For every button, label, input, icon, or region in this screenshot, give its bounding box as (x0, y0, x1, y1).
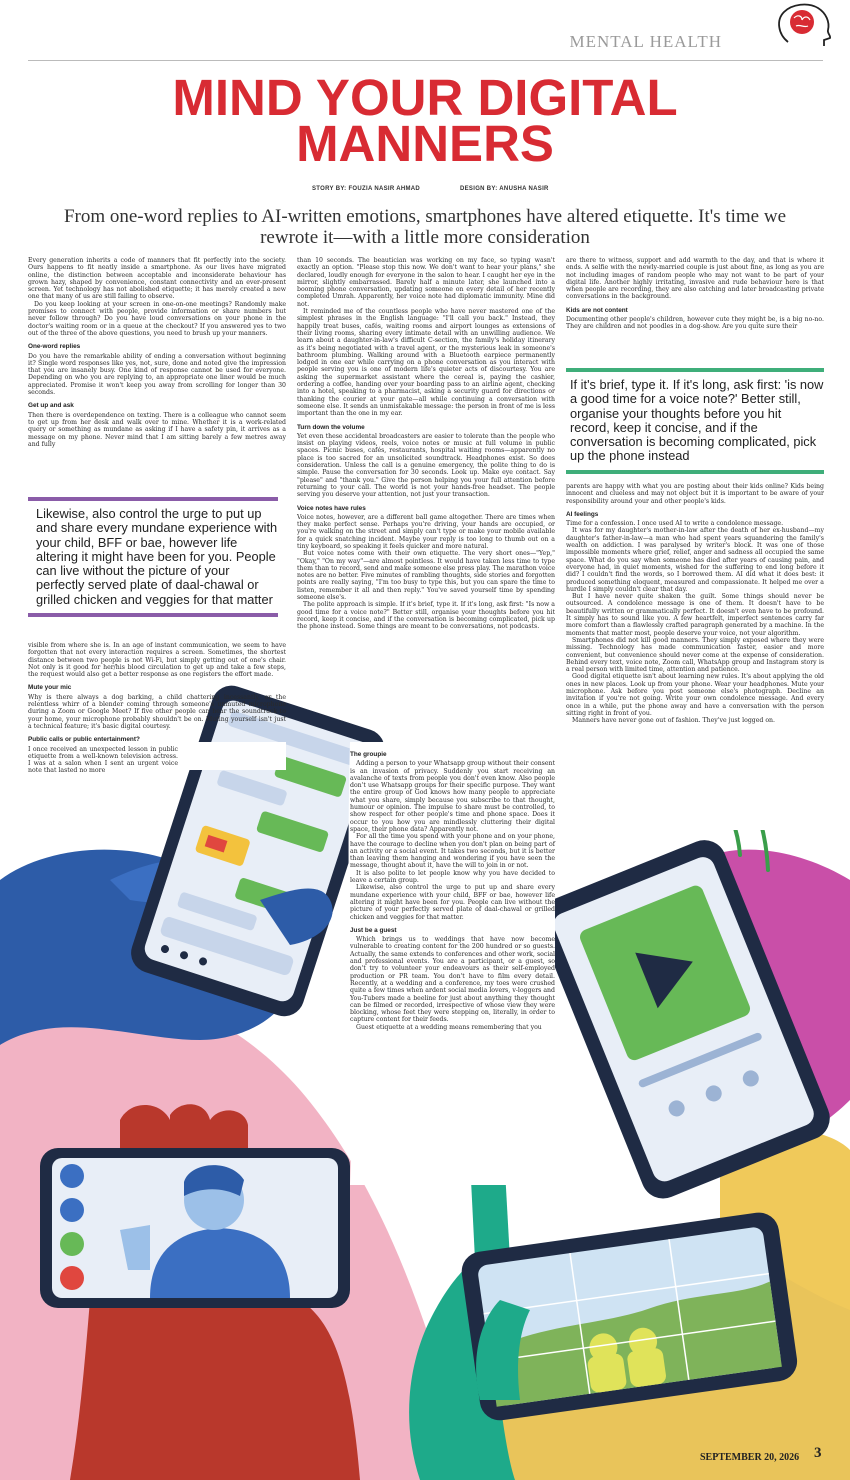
pull-quote-bottom-rule (28, 613, 278, 617)
paragraph: Yet even these accidental broadcasters are easier to tolerate than the people who insist on playing videos, reels, voice notes or music at full volume in public spaces. Picnic buses, cafés, restaurants, hospital waiting rooms—apparently no place is too sacred for an unsolicited soundtrack. Headphones exist. So does consideration. Unless the call is a genuine emergency, the polite thing to do is simple. Pause the conversation for 30 seconds. Look up. Make eye contact. Say "please" and "thank you." Give the person helping you your full attention before returning to your call. The world is not your hands-free headset. The people serving you deserve your attention, not just your transaction. (297, 432, 555, 499)
subhead-get-up-and-ask: Get up and ask (28, 402, 74, 410)
subhead-turn-down-the-volume: Turn down the volume (297, 423, 365, 431)
paragraph: Which brings us to weddings that have now become vulnerable to creating content for the 200 hundred or so guests. Actually, the same extends to conferences and other work, social and professional events. You are a participant, or a guest, so don't try to volunteer your endeavours as their self-employed production or PR team. You don't have to film every detail. Recently, at a wedding and a conference, my toes were crushed quite a few times when ardent social media lovers, v-loggers and You-Tubers made a beeline for just about anything they thought can be filmed or recorded, irrespective of whose view they were blocking, whose feet they were stepping on, literally, in order to capture content for their feeds. (350, 936, 555, 1024)
subhead-one-word-replies: One-word replies (28, 343, 81, 351)
paragraph: Smartphones did not kill good manners. They simply exposed where they were missing. Technology has made communication faster, easier and more convenient, but convenience should never come at the expense of consideration. Behind every text, voice note, Zoom call, WhatsApp group and Instagram story is a real person with limited time, attention and patience. (566, 636, 824, 674)
design-by: DESIGN BY: ANUSHA NASIR (460, 186, 549, 192)
standfirst: From one-word replies to AI-written emotions, smartphones have altered etiquette. It's time we rewrote it—with a little more consideration (63, 206, 787, 248)
paragraph: visible from where she is. In an age of instant communication, we seem to have forgotten that not every interaction requires a screen. Sometimes, the shortest distance between two people is not Wi-Fi, but simply getting out of one's chair. Not only is it good for her/his blood circulation to get up and take a few steps, the request would also get a better response as one registers the effort made. (28, 642, 286, 679)
pull-quote-purple (28, 497, 278, 617)
paragraph: Documenting other people's children, however cute they might be, is a big no-no. They are children and not poodles in a dog-show. Are you quite sure their (566, 316, 824, 331)
subhead-voice-notes: Voice notes have rules (297, 504, 366, 512)
subhead-kids-are-not-content: Kids are not content (566, 306, 628, 314)
subhead-public-calls: Public calls or public entertainment? (28, 736, 140, 744)
column-3-continued (566, 483, 824, 725)
paragraph: than 10 seconds. The beautician was working on my face, so typing wasn't exactly an option. "Please stop this now. We don't want to hear your plans," she declared, loudly enough for everyone in the salon to hear. I caught her eye in the mirror, slightly embarrassed. Barely half a minute later, she launched into a booming phone conversation, updating someone on every detail of her recently completed Umrah. Apparently, her voice note had diplomatic immunity. Mine did not. (297, 257, 555, 308)
subhead-mute-your-mic: Mute your mic (28, 684, 72, 692)
header-rule (28, 60, 823, 61)
column-1 (28, 257, 286, 448)
section-label: MENTAL HEALTH (569, 32, 722, 51)
brain-head-icon (768, 2, 838, 46)
paragraph: I once received an unexpected lesson in public etiquette from a well-known television actress. I was at a salon when I sent an urgent voice note that lasted no more (28, 745, 178, 775)
paragraph: Voice notes, however, are a different ball game altogether. There are times when they make perfect sense. Perhaps you're driving, your hands are occupied, or you're walking on the street and simply can't type or make your mobile available for a quick snatching incident. Maybe your reply is too long to thumb out on a tiny keyboard, so speaking it feels quicker and more natural. (297, 513, 555, 550)
pull-quote-green (566, 368, 824, 474)
page-number: 3 (814, 1445, 822, 1461)
paragraph: Likewise, also control the urge to put up and share every mundane experience with your child, BFF or bae, however life altering it might have been for you. People can live without the picture of your perfectly served plate of daal-chawal or grilled chicken and veggies for that matter. (350, 884, 555, 921)
story-by: STORY BY: FOUZIA NASIR AHMAD (312, 186, 421, 192)
paragraph: Time for a confession. I once used AI to write a condolence message. (566, 520, 784, 528)
subhead-the-groupie: The groupie (350, 751, 387, 758)
paragraph: Good digital etiquette isn't about learning new rules. It's about applying the old ones in new places. Look up from your phone. Wear your headphones. Mute your microphone. Ask before you post someone else's photograph. Decline an invitation if you're not going. Write your own condolence message. And every once in a while, put the phone away and have a conversation with the person sitting right in front of you. (566, 673, 824, 717)
subhead-ai-feelings: AI feelings (566, 510, 599, 518)
column-2 (297, 257, 555, 631)
paragraph: The polite approach is simple. If it's brief, type it. If it's long, ask first: "Is now a good time for a voice note?" Better still, organise your thoughts before you hit record, keep it concise, and if the conversation is becoming complicated, pick up the phone instead. Some things are meant to be conversations, not podcasts. (297, 601, 555, 631)
paragraph: It reminded me of the countless people who have never mastered one of the simplest phrases in the English language: "I'll call you back." Instead, they happily treat buses, cafés, waiting rooms and airport lounges as extensions of their living rooms, sharing every intimate detail with an unwilling audience. We learn about a daughter-in-law's difficult C-section, the family's holiday itinerary as it's being negotiated with a travel agent, or the mysterious leak in someone's bathroom plumbing. Walking around with a Bluetooth earpiece permanently lodged in one ear while carrying on a phone conversation as you interact with people serving you is one of modern life's quieter acts of discourtesy. You are asking the supermarket assistant where the cereal is, paying the cashier, ordering a coffee, handing over your boarding pass to an airline agent, checking into a hotel, speaking to a pharmacist, asking a security guard for directions or thanking the courier at your gate—all while continuing a conversation with someone else. It sends an unmistakable message: the person in front of me is less important than the one in my ear. (297, 308, 555, 418)
paragraph: It is also polite to let people know why you have decided to leave a certain group. (350, 869, 555, 885)
pull-quote-text: Likewise, also control the urge to put up and share every mundane experience with your child, BFF or bae, however life altering it might have been for you. People can live without the picture of your perfectly served plate of daal-chawal or grilled chicken and veggies for that matter (36, 506, 278, 607)
paragraph: Every generation inherits a code of manners that fit perfectly into the society. Ours happens to fit neatly inside a smartphone. As our lives have migrated online, the distinction between acceptable and inconsiderate behaviour has grown hazy, shaped by convenience, constant connectivity and an ever-present screen. Yet technology has not abolished etiquette; it has merely created a new one that many of us are still failing to observe. (28, 257, 286, 301)
paragraph: Why is there always a dog barking, a child chattering incessantly, or the relentless whirr of a blender coming through someone's unmuted microphone during a Zoom or Google Meet? If five other people can hear the soundtrack to your home, your microphone probably shouldn't be on. Muting yourself isn't just a technical feature; it's basic digital courtesy. (28, 693, 286, 730)
paragraph: Manners have never gone out of fashion. They've just logged on. (572, 717, 776, 725)
issue-date: SEPTEMBER 20, 2026 (700, 1452, 800, 1463)
paragraph: But I have never quite shaken the guilt. Some things should never be outsourced. A condolence message is one of them. It doesn't have to be beautifully written or grammatically perfect. It doesn't even have to be profound. It simply has to sound like you. A few heartfelt, imperfect sentences carry far more comfort than a flawlessly crafted paragraph generated by a machine. In the moments that matter most, people deserve your voice, not your algorithm. (566, 593, 824, 637)
paragraph: are there to witness, support and add warmth to the day, and that is where it ends. A selfie with the newly-married couple is just about fine, as long as you are not including images of random people who may not want to be part of your digital life. Another highly irritating, invasive and rude behaviour here is that when people are recording, they are also catching and later broadcasting private conversations in the background. (566, 257, 824, 301)
paragraph: It was for my daughter's mother-in-law after the death of her ex-husband—my daughter's father-in-law—a man who had spent years squandering the family's wealth on addiction. I was paralysed by writer's block. It was one of those impossible moments where grief, relief, anger and sadness all occupied the same space. What do you say when someone has died after years of causing pain, and everyone had, in quiet moments, wished for the suffering to end long before it did? I couldn't find the words, so I borrowed them. AI did what it does best: it produced something eloquent, measured and compassionate. It helped me over a hurdle I simply couldn't clear that day. (566, 527, 824, 593)
headline-line-2: MANNERS (296, 115, 554, 172)
paragraph: For all the time you spend with your phone and on your phone, have the courage to decline when you don't plan on being part of an activity or a social event. It takes two seconds, but it is better than leaving them hanging and wondering if you have seen the message, thought about it, have the will to join in or not. (350, 833, 555, 870)
paragraph: Guest etiquette at a wedding means remembering that you (356, 1023, 542, 1031)
column-3 (566, 257, 824, 331)
headline-line-1: MIND YOUR DIGITAL (172, 69, 678, 126)
paragraph: Do you keep looking at your screen in one-on-one meetings? Randomly make promises to connect with people, provide information or share numbers but never follow through? Do you have loud conversations on your phone in the doctor's waiting room or in a queue at the checkout? If you answered yes to two out of the three of the above questions, you need to brush up your manners. (28, 300, 286, 337)
headline (0, 69, 850, 172)
paragraph: Do you have the remarkable ability of ending a conversation without beginning it? Single word responses like yes, not, sure, done and noted give the impression that you are insanely busy. One kind of response cannot be used for everyone. Depending on who you are replying to, an appropriate one liner would be much appreciated. Promise it won't keep you away from scrolling for longer than 30 seconds. (28, 352, 286, 397)
paragraph: Adding a person to your Whatsapp group without their consent is an invasion of privacy. Suddenly you start receiving an avalanche of texts from people you don't even know. Also people don't use Whatsapp groups for their specific purpose. They want the entire group of God knows how many people to appreciate what you share, simply because you subscribe to that thought, humour or opinion. The impulse to share must be controlled, to show respect for other people's time and phone space. Does it occur to you how you are mindlessly cluttering their digital space, their phone data? Apparently not. (350, 760, 555, 833)
paragraph: parents are happy with what you are posting about their kids online? Kids being innocent and clueless and may not object but it is important to be aware of your responsibility around your and other people's kids. (566, 483, 824, 505)
pull-quote-bottom-rule (566, 470, 824, 474)
subhead-just-be-a-guest: Just be a guest (350, 926, 397, 934)
column-2-continued (350, 745, 555, 1031)
paragraph: Then there is overdependence on texting. There is a colleague who cannot seem to get up from her desk and walk over to mine. Whether it is a work-related query or something as mundane as asking if I have a safety pin, it arrives as a message on my phone. Never mind that I am sitting barely a few metres away and fully (28, 411, 286, 448)
column-1-continued (28, 642, 286, 775)
pull-quote-text: If it's brief, type it. If it's long, ask first: 'is now a good time for a voice note?' Better still, organise your thoughts before you hit record, keep it concise, and if the conversation is becoming complicated, pick up the phone instead (570, 377, 824, 464)
paragraph: But voice notes come with their own etiquette. The very short ones—"Yep," "Okay," "On my way"—are almost pointless. It would have taken less time to type them than to record, send and make someone else press play. The marathon voice notes are no better. Five minutes of rambling thoughts, side stories and forgotten points are really saying, "I'm too busy to type this, but you can spare the time to listen, remember it all and then reply." You've saved yourself time by spending someone else's. (297, 550, 555, 602)
